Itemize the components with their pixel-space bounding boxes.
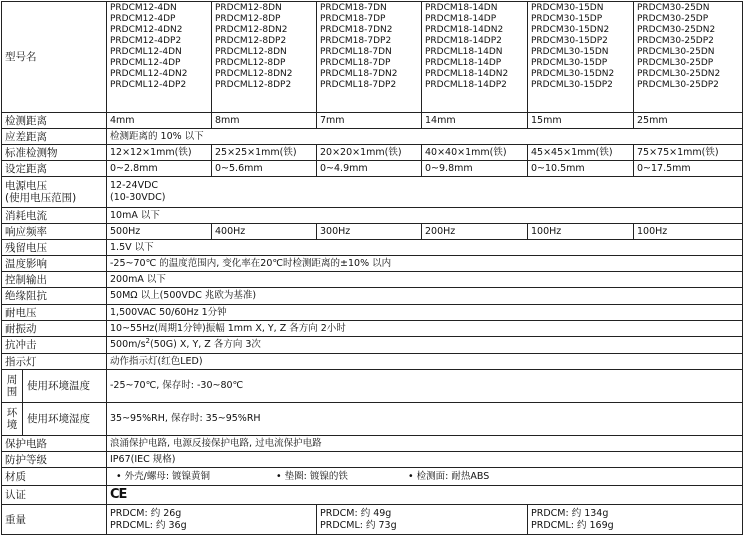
std-object-3: 20×20×1mm(铁) [317, 145, 422, 161]
row-protection-circuit [2, 436, 743, 452]
row-detect-distance [2, 113, 743, 129]
label-ambient-temp-wrap [2, 370, 107, 403]
row-current [2, 208, 743, 224]
label-set-distance: 设定距离 [2, 161, 107, 177]
row-weight [2, 505, 743, 535]
row-cert [2, 486, 743, 505]
weight-group-2: PRDCM: 约 49g PRDCML: 约 73g [317, 505, 528, 535]
set-distance-3: 0~4.9mm [317, 161, 422, 177]
label-withstand-voltage: 耐电压 [2, 305, 107, 321]
label-detect-distance: 检测距离 [2, 113, 107, 129]
model-cell-5: PRDCM30-15DN PRDCM30-15DP PRDCM30-15DN2 PRDCM30-15DP2 PRDCML30-15DN PRDCML30-15DP PRDCML30-15DN2 PRDCML30-15DP2 [528, 2, 634, 113]
label-insulation: 绝缘阻抗 [2, 288, 107, 305]
hysteresis-value: 检测距离的 10% 以下 [107, 129, 743, 145]
row-std-object [2, 145, 743, 161]
row-material [2, 468, 743, 486]
row-model [2, 2, 743, 113]
detect-distance-6: 25mm [634, 113, 743, 129]
row-control-output [2, 272, 743, 288]
label-ambient-humidity-wrap [2, 403, 107, 436]
detect-distance-2: 8mm [212, 113, 317, 129]
response-freq-1: 500Hz [107, 224, 212, 240]
row-protection-grade [2, 452, 743, 468]
label-ambient-temp: 使用环境温度 [27, 380, 90, 392]
material-face: • 检测面: 耐热ABS [408, 470, 490, 482]
label-ambient-humidity: 使用环境湿度 [27, 413, 90, 425]
row-hysteresis [2, 129, 743, 145]
std-object-1: 12×12×1mm(铁) [107, 145, 212, 161]
control-output-value: 200mA 以下 [107, 272, 743, 288]
set-distance-4: 0~9.8mm [422, 161, 528, 177]
label-model: 型号名 [2, 2, 107, 113]
weight-group-1: PRDCM: 约 26g PRDCML: 约 36g [107, 505, 317, 535]
response-freq-2: 400Hz [212, 224, 317, 240]
label-response-freq: 响应频率 [2, 224, 107, 240]
response-freq-3: 300Hz [317, 224, 422, 240]
std-object-2: 25×25×1mm(铁) [212, 145, 317, 161]
model-cell-3: PRDCM18-7DN PRDCM18-7DP PRDCM18-7DN2 PRDCM18-7DP2 PRDCML18-7DN PRDCML18-7DP PRDCML18-7DN2 PRDCML18-7DP2 [317, 2, 422, 113]
detect-distance-5: 15mm [528, 113, 634, 129]
row-shock [2, 337, 743, 354]
label-protection-circuit: 保护电路 [2, 436, 107, 452]
set-distance-5: 0~10.5mm [528, 161, 634, 177]
response-freq-4: 200Hz [422, 224, 528, 240]
row-insulation [2, 288, 743, 305]
shock-value: $500m/s^2(50G)$ X, Y, Z 各方向 3次 [107, 337, 743, 354]
label-shock: 抗冲击 [2, 337, 107, 354]
model-cell-2: PRDCM12-8DN PRDCM12-8DP PRDCM12-8DN2 PRDCM12-8DP2 PRDCML12-8DN PRDCML12-8DP PRDCML12-8DN2 PRDCML12-8DP2 [212, 2, 317, 113]
row-response-freq [2, 224, 743, 240]
detect-distance-3: 7mm [317, 113, 422, 129]
protection-circuit-value: 浪涌保护电路, 电源反接保护电路, 过电流保护电路 [107, 436, 743, 452]
protection-grade-value: IP67(IEC 规格) [107, 452, 743, 468]
insulation-value: 50MΩ 以上(500VDC 兆欧为基准) [107, 288, 743, 305]
supply-voltage-value: 12-24VDC (10-30VDC) [107, 177, 743, 208]
ambient-temp-value: -25~70℃, 保存时: -30~80℃ [107, 370, 743, 403]
env-label-top: 周 围 [2, 370, 23, 402]
set-distance-6: 0~17.5mm [634, 161, 743, 177]
residual-voltage-value: 1.5V 以下 [107, 240, 743, 256]
ce-mark-icon: CE [110, 486, 127, 502]
row-set-distance [2, 161, 743, 177]
row-residual-voltage [2, 240, 743, 256]
row-temp-influence [2, 256, 743, 272]
weight-group-3: PRDCM: 约 134g PRDCML: 约 169g [528, 505, 743, 535]
spec-table [1, 1, 743, 535]
response-freq-6: 100Hz [634, 224, 743, 240]
row-ambient-temp [2, 370, 743, 403]
material-value [107, 468, 743, 486]
label-vibration: 耐振动 [2, 321, 107, 337]
row-vibration [2, 321, 743, 337]
temp-influence-value: -25~70℃ 的温度范围内, 变化率在20℃时检测距离的±10% 以内 [107, 256, 743, 272]
response-freq-5: 100Hz [528, 224, 634, 240]
label-cert: 认证 [2, 486, 107, 505]
row-withstand-voltage [2, 305, 743, 321]
std-object-4: 40×40×1mm(铁) [422, 145, 528, 161]
label-temp-influence: 温度影响 [2, 256, 107, 272]
label-control-output: 控制输出 [2, 272, 107, 288]
std-object-6: 75×75×1mm(铁) [634, 145, 743, 161]
label-indicator: 指示灯 [2, 354, 107, 370]
label-material: 材质 [2, 468, 107, 486]
withstand-voltage-value: 1,500VAC 50/60Hz 1分钟 [107, 305, 743, 321]
row-supply-voltage [2, 177, 743, 208]
model-cell-1: PRDCM12-4DN PRDCM12-4DP PRDCM12-4DN2 PRDCM12-4DP2 PRDCML12-4DN PRDCML12-4DP PRDCML12-4DN2 PRDCML12-4DP2 [107, 2, 212, 113]
detect-distance-4: 14mm [422, 113, 528, 129]
vibration-value: 10~55Hz(周期1分钟)振幅 1mm X, Y, Z 各方向 2小时 [107, 321, 743, 337]
set-distance-2: 0~5.6mm [212, 161, 317, 177]
label-current: 消耗电流 [2, 208, 107, 224]
detect-distance-1: 4mm [107, 113, 212, 129]
set-distance-1: 0~2.8mm [107, 161, 212, 177]
env-label-bottom: 环 境 [2, 403, 23, 435]
cert-value [107, 486, 743, 505]
label-weight: 重量 [2, 505, 107, 535]
std-object-5: 45×45×1mm(铁) [528, 145, 634, 161]
row-indicator [2, 354, 743, 370]
current-value: 10mA 以下 [107, 208, 743, 224]
material-housing: • 外壳/螺母: 镀镍黄铜 [116, 470, 211, 482]
label-std-object: 标准检测物 [2, 145, 107, 161]
label-supply-voltage: 电源电压 (使用电压范围) [2, 177, 107, 208]
label-protection-grade: 防护等级 [2, 452, 107, 468]
indicator-value: 动作指示灯(红色LED) [107, 354, 743, 370]
label-residual-voltage: 残留电压 [2, 240, 107, 256]
model-cell-4: PRDCM18-14DN PRDCM18-14DP PRDCM18-14DN2 PRDCM18-14DP2 PRDCML18-14DN PRDCML18-14DP PRDCML18-14DN2 PRDCML18-14DP2 [422, 2, 528, 113]
label-hysteresis: 应差距离 [2, 129, 107, 145]
model-cell-6: PRDCM30-25DN PRDCM30-25DP PRDCM30-25DN2 PRDCM30-25DP2 PRDCML30-25DN PRDCML30-25DP PRDCML30-25DN2 PRDCML30-25DP2 [634, 2, 743, 113]
material-washer: • 垫圈: 镀镍的铁 [276, 470, 348, 482]
row-ambient-humidity [2, 403, 743, 436]
ambient-humidity-value: 35~95%RH, 保存时: 35~95%RH [107, 403, 743, 436]
